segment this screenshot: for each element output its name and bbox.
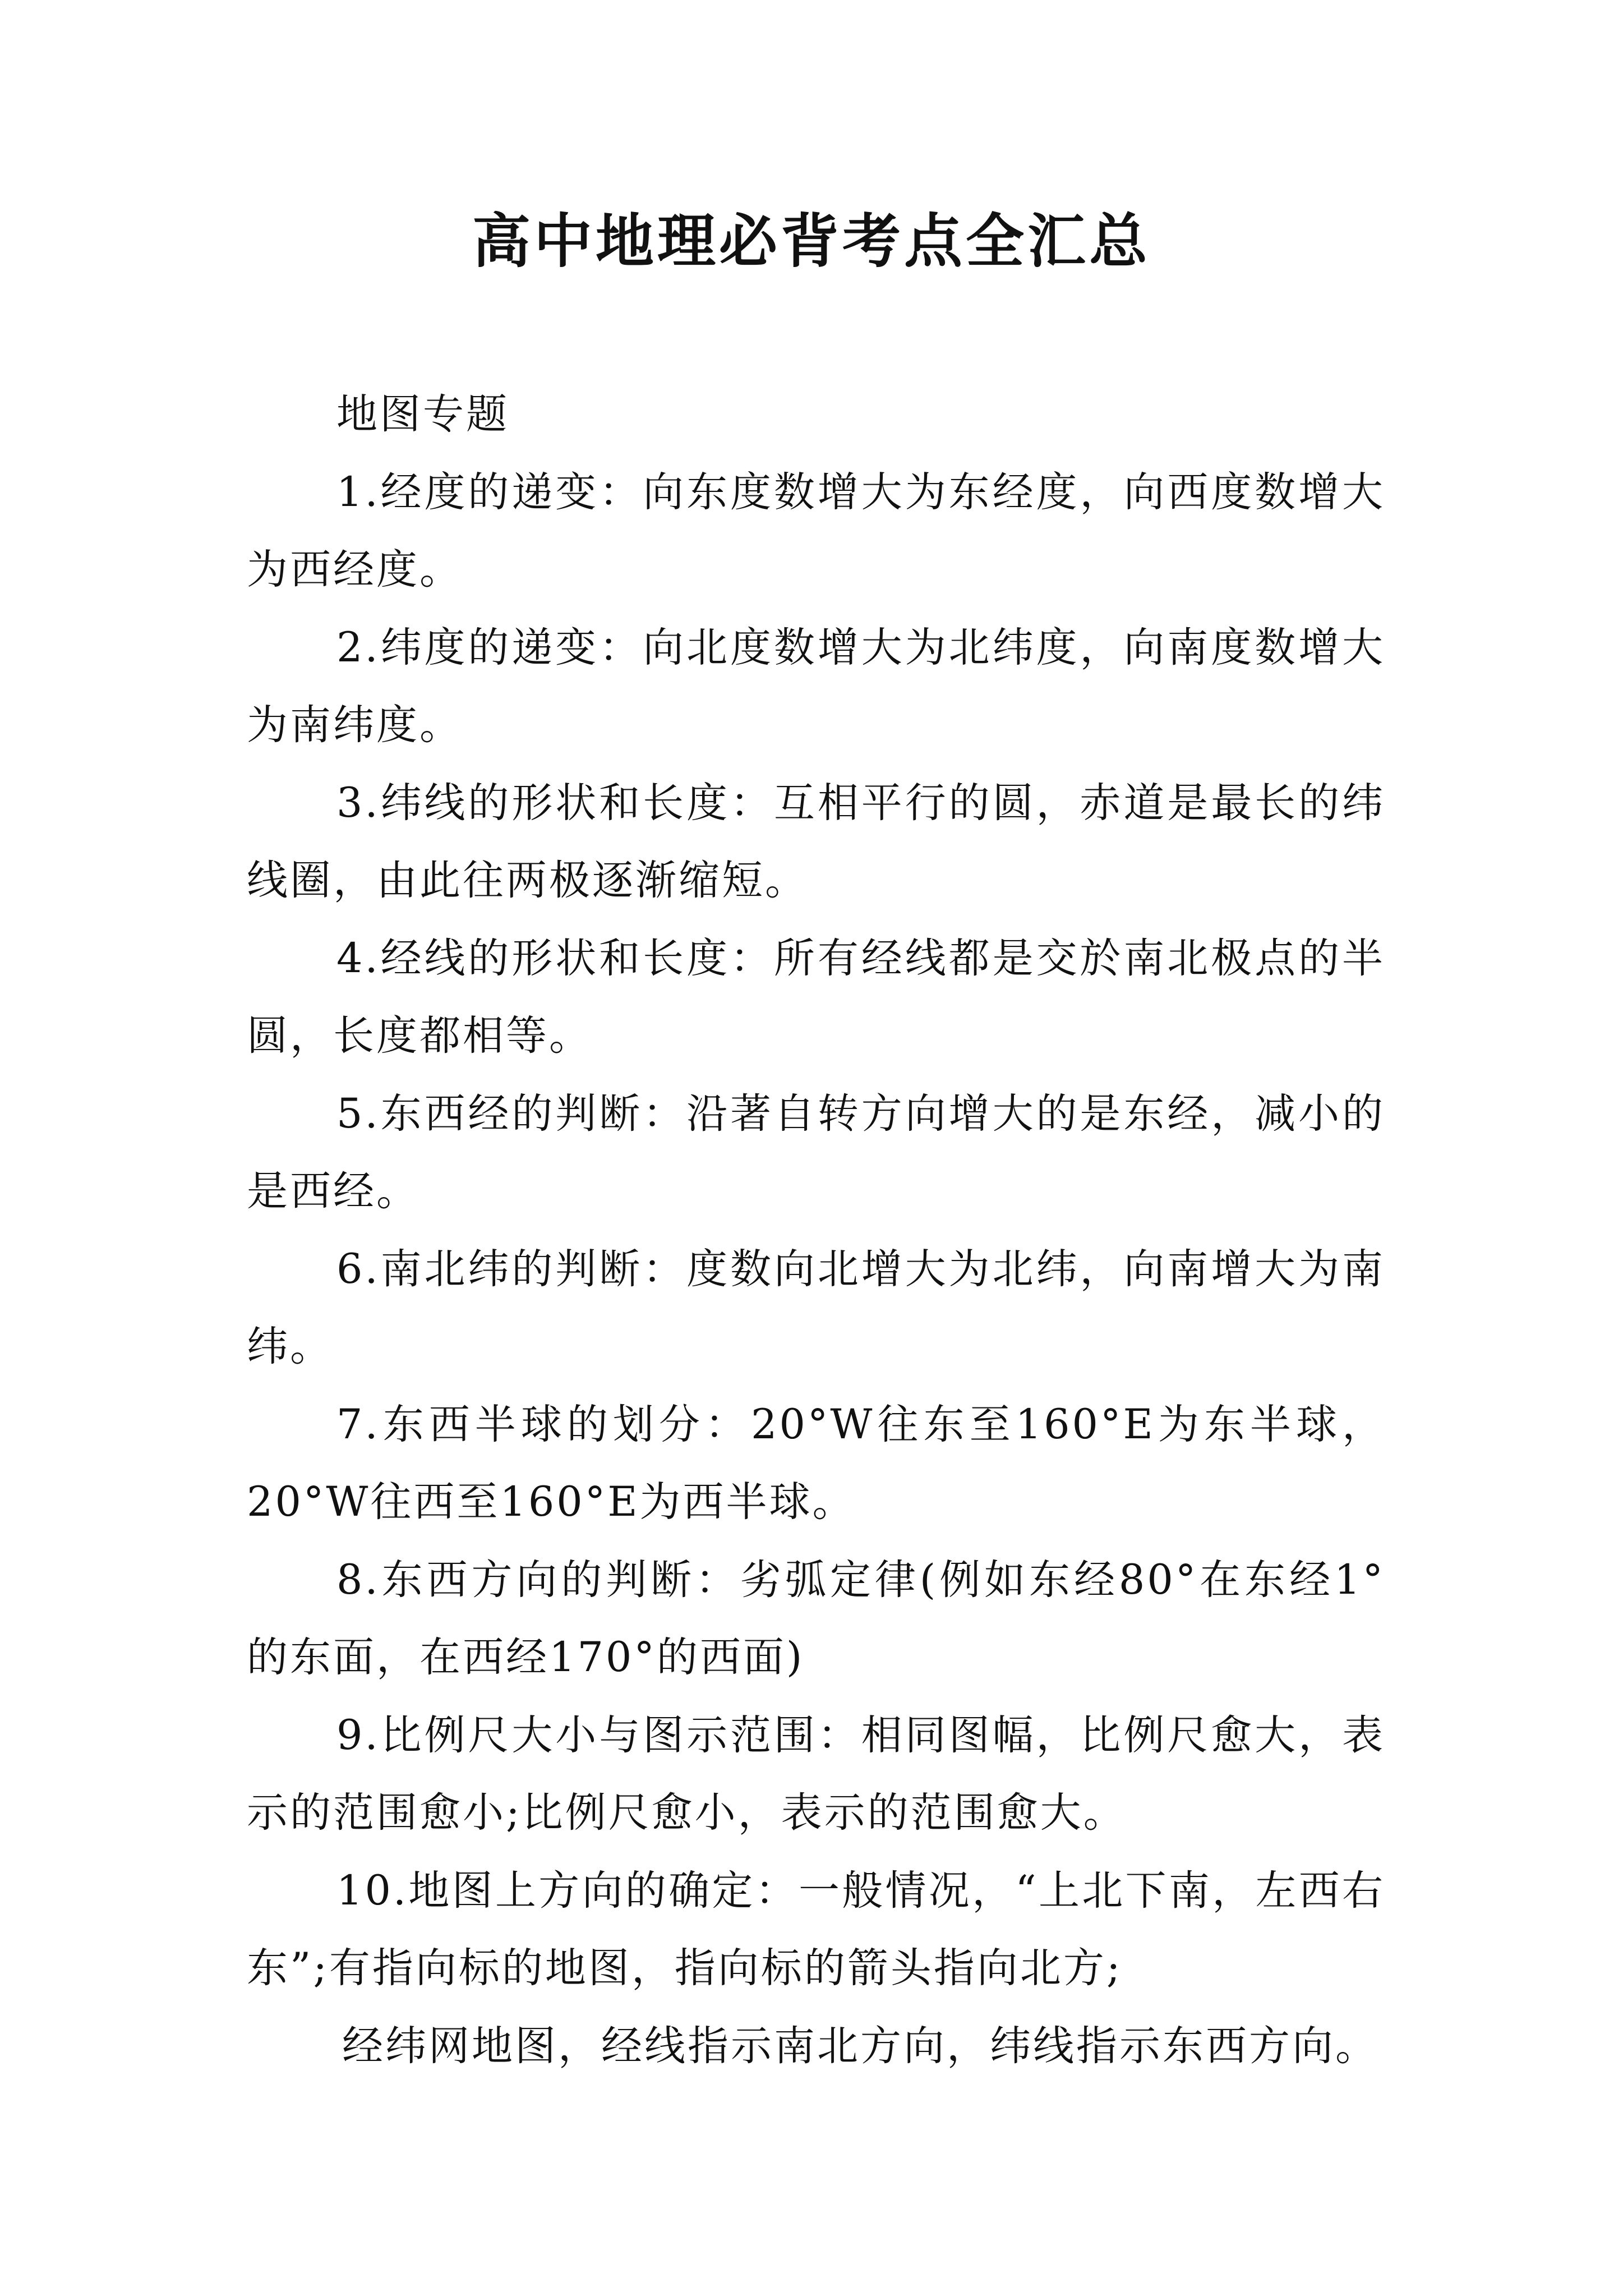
document-body [247, 376, 1385, 2085]
paragraph-10: 10.地图上方向的确定：一般情况，“上北下南，左西右东”;有指向标的地图，指向标的箭头指向北方; [247, 1866, 1385, 1992]
paragraph-1: 1.经度的递变：向东度数增大为东经度，向西度数增大为西经度。 [247, 468, 1385, 593]
paragraph-2: 2.纬度的递变：向北度数增大为北纬度，向南度数增大为南纬度。 [247, 623, 1385, 749]
paragraph-7: 7.东西半球的划分：20°W往东至160°E为东半球，20°W往西至160°E为西半球。 [247, 1400, 1385, 1526]
section-heading: 地图专题 [336, 390, 509, 438]
paragraph-9: 9.比例尺大小与图示范围：相同图幅，比例尺愈大，表示的范围愈小;比例尺愈小，表示的范围愈大。 [247, 1711, 1385, 1837]
paragraph-8: 8.东西方向的判断：劣弧定律(例如东经80°在东经1°的东面，在西经170°的西面) [247, 1556, 1385, 1681]
paragraph-3: 3.纬线的形状和长度：互相平行的圆，赤道是最长的纬线圈，由此往两极逐渐缩短。 [247, 779, 1385, 904]
paragraph-4: 4.经线的形状和长度：所有经线都是交於南北极点的半圆，长度都相等。 [247, 934, 1385, 1060]
paragraph-11: 经纬网地图，经线指示南北方向，纬线指示东西方向。 [342, 2022, 1378, 2070]
paragraph-6: 6.南北纬的判断：度数向北增大为北纬，向南增大为南纬。 [247, 1245, 1385, 1370]
paragraph-5: 5.东西经的判断：沿著自转方向增大的是东经，减小的是西经。 [247, 1089, 1385, 1215]
document-title: 高中地理必背考点全汇总 [472, 206, 1151, 275]
